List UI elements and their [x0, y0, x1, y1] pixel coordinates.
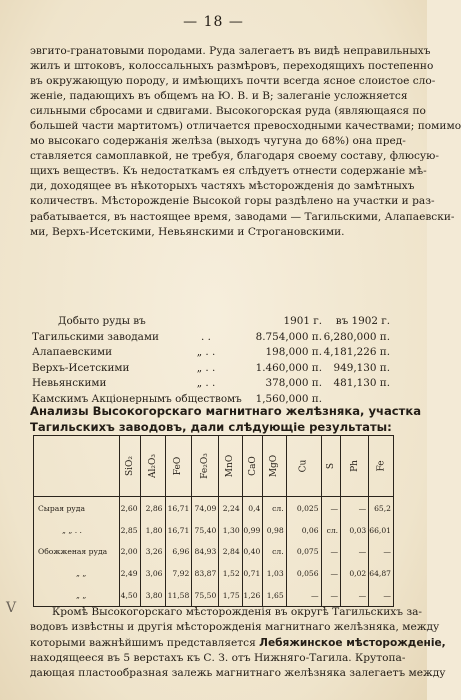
table-cell: 1,75	[219, 584, 242, 606]
table-cell: 6,96	[165, 541, 192, 563]
text-line: въ окружающую породу, и имѣющихъ почти всегда ясное слоистое сло-	[30, 75, 436, 88]
row-label: „ „	[76, 569, 87, 578]
production-row	[32, 376, 402, 392]
table-cell: сл.	[321, 519, 340, 541]
row-label: Сырая руда	[38, 503, 85, 513]
production-row-dots: „ . .	[196, 377, 216, 390]
production-row-name: Верхъ-Исетскими	[32, 361, 130, 374]
production-row-1901: 1,560,000 п.	[255, 392, 322, 405]
table-cell: 2,86	[140, 497, 165, 520]
text-line	[30, 636, 446, 651]
text-line: ди, доходящее въ нѣкоторыхъ частяхъ мѣсторожденія до замѣтныхъ	[30, 180, 415, 193]
text-line: находящееся въ 5 верстахъ къ С. З. отъ Нижняго-Тагила. Крутопа-	[30, 651, 406, 664]
table-cell: 2,49	[119, 563, 140, 585]
column-header: FeO	[173, 456, 184, 476]
table-cell: —	[321, 497, 340, 520]
production-row	[32, 330, 402, 346]
table-cell: 3,26	[140, 541, 165, 563]
production-header-label: Добыто руды въ	[58, 315, 146, 327]
table-cell: 64,87	[369, 563, 393, 585]
table-cell: 83,87	[192, 563, 219, 585]
text-line: рабатывается, въ настоящее время, заводами — Тагильскими, Алапаевски-	[30, 210, 455, 223]
production-header	[32, 314, 402, 330]
production-row	[32, 361, 402, 377]
margin-mark: V	[6, 600, 17, 616]
table-cell: 0,98	[263, 519, 286, 541]
table-cell: 0,40	[242, 541, 263, 563]
table-cell: 2,60	[119, 497, 140, 520]
heading-line: Анализы Высокогорскаго магнитнаго желѣзняка, участка	[30, 404, 422, 418]
table-cell: 16,71	[165, 497, 192, 520]
text-line: большей части мартитомъ) отличается превосходными качествами; помимо	[30, 120, 461, 133]
text-fragment: которыми важнѣйшимъ представляется	[30, 636, 260, 649]
production-row-name: Камскимъ Акціонернымъ обществомъ	[32, 392, 242, 405]
text-line: щихъ веществъ. Къ недостаткамъ ея слѣдуетъ отнести содержаніе мѣ-	[30, 165, 427, 178]
table-cell: —	[341, 497, 369, 520]
row-label: „ „	[76, 590, 87, 600]
table-row	[34, 497, 393, 520]
table-row	[34, 519, 393, 541]
paragraph-2	[30, 605, 446, 681]
production-row-1902: 6,280,000 п.	[323, 330, 390, 343]
table-cell: 75,40	[192, 519, 219, 541]
table-cell: 11,58	[165, 584, 192, 606]
production-row-name: Тагильскими заводами	[32, 330, 159, 343]
table-cell: 2,00	[119, 541, 140, 563]
table-cell: —	[369, 541, 393, 563]
table-cell: 0,99	[242, 519, 263, 541]
table-cell: 1,52	[219, 563, 242, 585]
table-cell: 74,09	[192, 497, 219, 520]
row-label: Обожженая руда	[38, 547, 108, 557]
text-line: женіе, падающихъ въ общемъ на Ю. В. и В; залеганіе усложняется	[30, 90, 408, 103]
text-line: Кромѣ Высокогорскаго мѣсторожденія въ округѣ Тагильскихъ за-	[52, 606, 423, 618]
text-line: мо высокаго содержанія желѣза (выходъ чугуна до 68%) она пред-	[30, 135, 406, 148]
production-row-1901: 1.460,000 п.	[255, 361, 322, 374]
text-line: эвгито-гранатовыми породами. Руда залегаетъ въ видѣ неправильныхъ	[30, 45, 431, 57]
text-line: жилъ и штоковъ, колоссальныхъ размѣровъ, переходящихъ постепенно	[30, 60, 434, 73]
table-cell: 2,84	[219, 541, 242, 563]
table-cell: 75,50	[192, 584, 219, 606]
deposit-name: Лебяжинское мѣсторожденіе,	[259, 636, 446, 649]
text-line: сильными сбросами и сдвигами. Высокогорская руда (являющаяся по	[30, 105, 426, 118]
production-row-1901: 198,000 п.	[265, 346, 322, 359]
production-row-name: Алапаевскими	[32, 346, 113, 359]
production-row-dots: „ . .	[196, 361, 216, 374]
table-cell: 84,93	[192, 541, 219, 563]
table-cell: —	[341, 584, 369, 606]
table-cell: 66,01	[369, 519, 393, 541]
table-row	[34, 584, 393, 606]
table-cell: 0,03	[341, 519, 369, 541]
table-cell: —	[321, 541, 340, 563]
production-row-1901: 378,000 п.	[265, 377, 322, 390]
text-line: водовъ извѣстны и другія мѣсторожденія магнитнаго желѣзняка, между	[30, 621, 440, 634]
table-cell: 16,71	[165, 519, 192, 541]
table-cell: 7,92	[165, 563, 192, 585]
text-line: ставляется самоплавкой, не требуя, благодаря своему составу, флюсую-	[30, 150, 439, 163]
production-table	[32, 314, 402, 408]
column-header: MnO	[225, 454, 236, 478]
table-cell: —	[369, 584, 393, 606]
table-header-row	[34, 436, 393, 497]
table-cell: сл.	[263, 541, 286, 563]
table-cell: 0,025	[286, 497, 321, 520]
table-row	[34, 563, 393, 585]
production-header-1902: въ 1902 г.	[335, 315, 390, 327]
analysis-table	[33, 435, 394, 607]
column-header: Cu	[298, 459, 309, 473]
table-cell: 2,24	[219, 497, 242, 520]
table-cell: —	[286, 584, 321, 606]
analysis-heading	[30, 403, 422, 435]
production-row-1902: 949,130 п.	[333, 361, 390, 374]
table-cell: 0,075	[286, 541, 321, 563]
production-row-1902: 481,130 п.	[333, 377, 390, 390]
text-line: ми, Верхъ-Исетскими, Невьянскими и Строгановскими.	[30, 225, 345, 238]
table-cell: 0,4	[242, 497, 263, 520]
table-cell: 1,30	[219, 519, 242, 541]
column-header: Fe₂O₃	[200, 453, 211, 479]
production-row-1902: 4,181,226 п.	[323, 346, 390, 359]
row-label: „ „ . .	[62, 525, 82, 535]
paragraph-1	[30, 44, 461, 240]
table-row	[34, 541, 393, 563]
table-cell: —	[321, 584, 340, 606]
production-header-1901: 1901 г.	[283, 315, 322, 327]
table-cell: 3,06	[140, 563, 165, 585]
production-row	[32, 345, 402, 361]
column-header: Al₂O₃	[147, 454, 158, 478]
column-header: Fe	[376, 460, 387, 472]
production-row-dots: „ . .	[196, 346, 216, 359]
table-cell: 3,80	[140, 584, 165, 606]
heading-line: Тагильскихъ заводовъ, дали слѣдующіе результаты:	[30, 420, 392, 434]
table-cell: 4,50	[119, 584, 140, 606]
table-cell: —	[341, 541, 369, 563]
production-row-1901: 8.754,000 п.	[255, 330, 322, 343]
column-header: MgO	[269, 454, 280, 478]
production-row-name: Невьянскими	[32, 377, 107, 390]
table-cell: 0,06	[286, 519, 321, 541]
table-cell: 65,2	[369, 497, 393, 520]
table-cell: 0,056	[286, 563, 321, 585]
page-number: — 18 —	[183, 14, 244, 30]
text-line: дающая пластообразная залежь магнитнаго желѣзняка залегаетъ между	[30, 667, 446, 680]
table-cell: —	[321, 563, 340, 585]
column-header: SiO₂	[124, 455, 135, 477]
table-cell: 0,02	[341, 563, 369, 585]
table-cell: 2,85	[119, 519, 140, 541]
column-header: S	[325, 462, 336, 470]
table-cell: сл.	[263, 497, 286, 520]
table-cell: 1,03	[263, 563, 286, 585]
table-cell: 1,80	[140, 519, 165, 541]
text-line: количествъ. Мѣсторожденіе Высокой горы раздѣлено на участки и раз-	[30, 195, 435, 208]
production-row-dots: . .	[201, 330, 211, 343]
column-header: CaO	[247, 456, 258, 476]
table-cell: 1,26	[242, 584, 263, 606]
column-header: Ph	[349, 460, 360, 472]
table-cell: 1,65	[263, 584, 286, 606]
table-cell: 0,71	[242, 563, 263, 585]
